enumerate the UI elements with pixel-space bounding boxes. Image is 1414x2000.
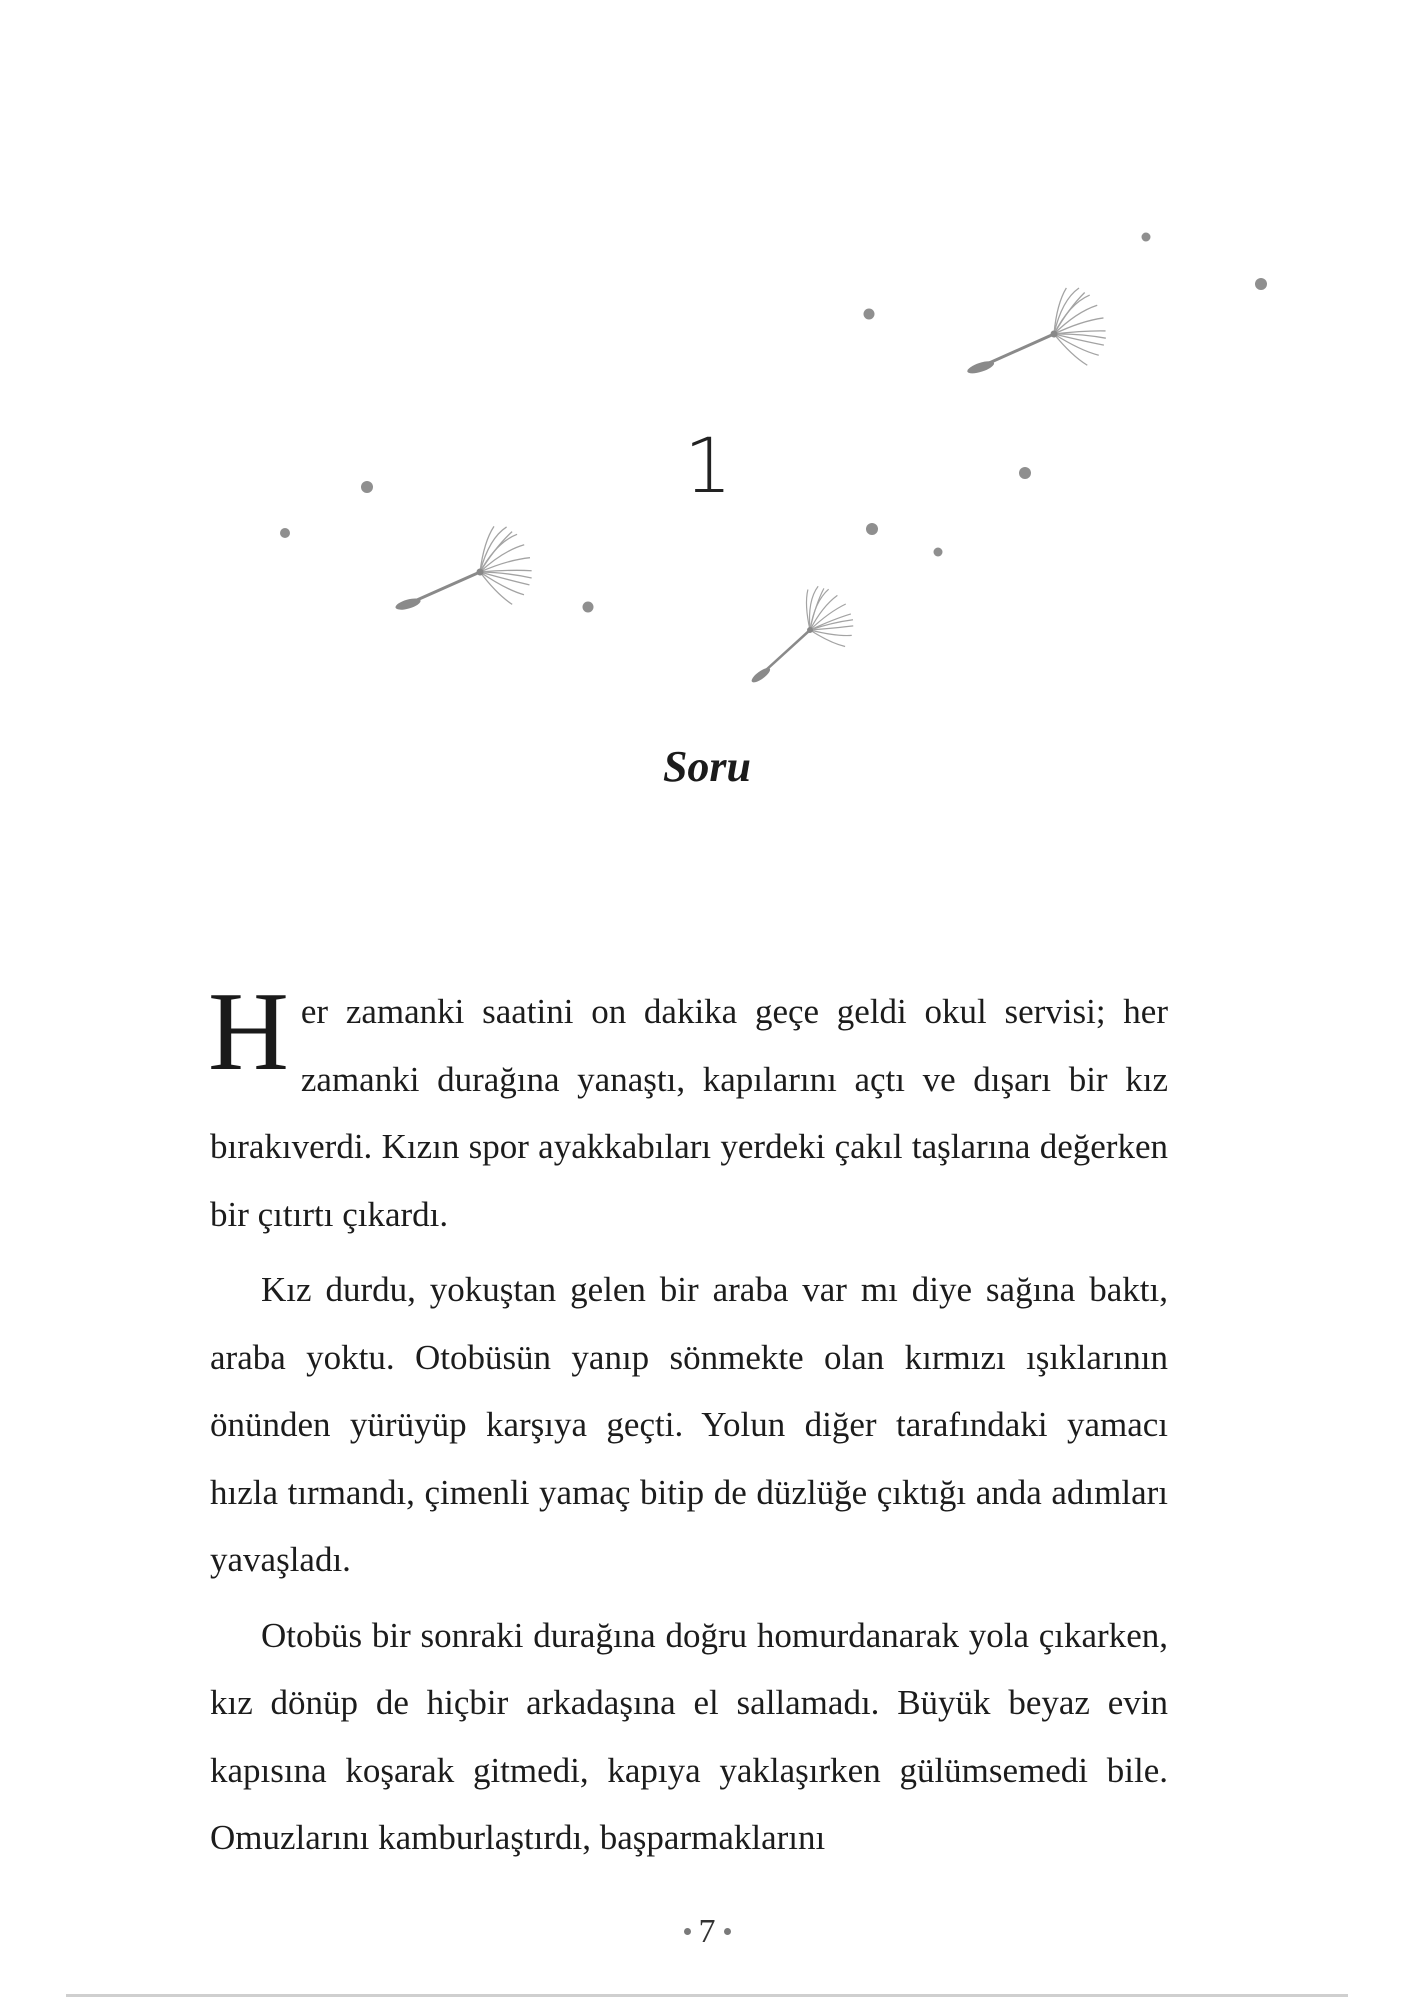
page-number — [0, 1915, 1414, 1949]
dandelion-seeds-illustration — [0, 0, 1414, 760]
drop-cap: H — [208, 970, 289, 1094]
paragraph-2: Kız durdu, yokuştan gelen bir araba var mı diye sağına baktı, araba yoktu. Otobüsün yanıp sönmekte olan kırmızı ışıklarının önünden yürüyüp karşıya geçti. Yolun diğer tarafındaki yamacı hızla tırmandı, çimenli yamaç bitip de düzlüğe çıktığı anda adımları yavaşladı. — [210, 1270, 1168, 1579]
dandelion-seed-icon — [727, 577, 865, 703]
bottom-rule — [66, 1994, 1348, 1997]
floating-dots — [280, 233, 1267, 613]
page-number-value: 7 — [698, 1913, 716, 1950]
chapter-title: Soru — [662, 742, 752, 791]
page-number-dot-right — [724, 1928, 731, 1935]
paragraph-3: Otobüs bir sonraki durağına doğru homurdanarak yola çıkarken, kız dönüp de hiçbir arkadaşına el sallamadı. Büyük beyaz evin kapısına koşarak gitmedi, kapıya yaklaşırken gülümsemedi bile. Omuzlarını kamburlaştırdı, başparmaklarını — [210, 1615, 1168, 1857]
paragraph-text: er zamanki saatini on dakika geçe geldi okul servisi; her zamanki durağına yanaştı, kapılarını açtı ve dışarı bir kız bırakıverdi. Kızın spor ayakkabıları yerdeki çakıl taşlarına değerken bir çıtırtı çıkardı. — [210, 992, 1168, 1234]
dandelion-seed-icon — [952, 280, 1116, 401]
chapter-body — [208, 970, 1168, 1880]
paragraph-1 — [208, 970, 1168, 1248]
chapter-number: 1 — [683, 421, 731, 510]
dandelion-seed-icon — [381, 519, 541, 635]
page-number-dot-left — [684, 1928, 691, 1935]
